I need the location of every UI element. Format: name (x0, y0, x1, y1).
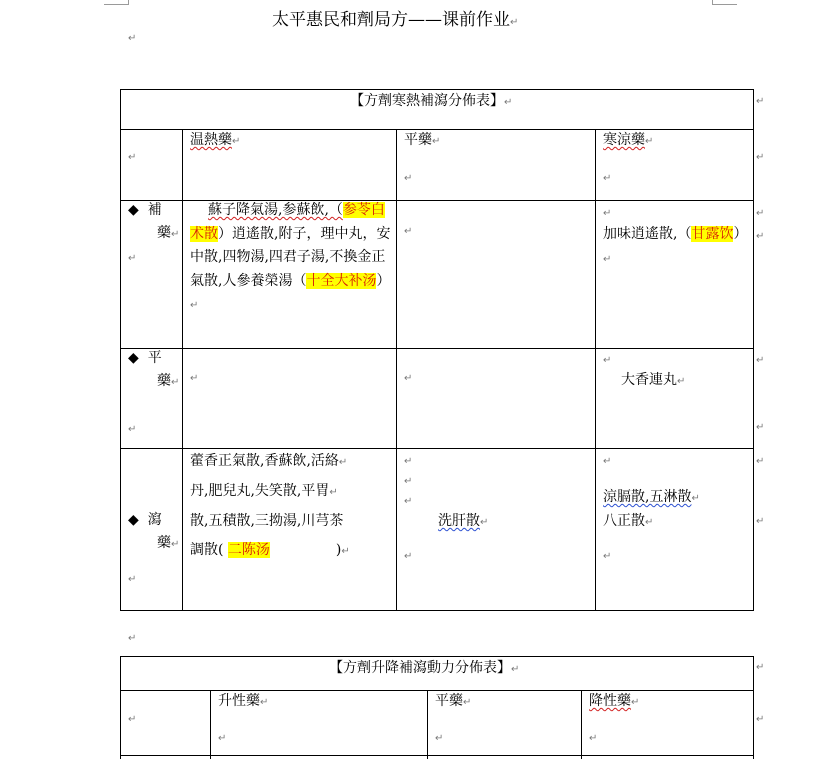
paragraph-mark: ↵ (435, 733, 444, 744)
paragraph-mark: ↵ (404, 456, 413, 467)
row-label-tonic: ◆ 補 藥↵ ↵ (128, 202, 180, 264)
row-end-mark: ↵ (756, 96, 765, 107)
tonic-cold-formulas: 加味逍遙散,（甘露饮）↵ (603, 226, 748, 265)
table2-caption: 【方劑升降補瀉動力分佈表】↵ (329, 660, 520, 676)
tonic-warm-formulas: 蘇子降氣湯,参蘇飲,（参苓白术散）逍遙散,附子，理中丸，安中散,四物湯,四君子湯,不換金正氣散,人參養榮湯（十全大补汤）↵ (190, 202, 391, 311)
row-end-mark: ↵ (756, 662, 765, 673)
paragraph-mark: ↵ (603, 355, 612, 366)
row-end-mark: ↵ (756, 422, 765, 433)
neutral-neutral-empty: ↵ (404, 373, 413, 384)
row-end-mark: ↵ (756, 516, 765, 527)
row-end-mark: ↵ (756, 714, 765, 725)
header-warm: 温熱藥↵ (190, 132, 241, 148)
purge-neutral-formulas: 洗肝散↵ (438, 513, 489, 529)
row-label-neutral: ◆ 平 藥↵ ↵ (128, 350, 180, 435)
paragraph-mark: ↵ (404, 551, 413, 562)
paragraph-mark: ↵ (404, 496, 413, 507)
neutral-warm-empty: ↵ (190, 373, 199, 384)
purge-warm-formulas: 藿香正氣散,香蘇飲,活絡↵ 丹,肥兒丸,失笑散,平胃↵ 散,五積散,三拗湯,川芎茶 調散( 二陈汤 )↵ (190, 453, 350, 558)
page-corner-mark-right (712, 0, 737, 5)
paragraph-mark: ↵ (218, 733, 227, 744)
table2-header-rising: 升性藥↵ (218, 693, 269, 709)
table1-caption: 【方劑寒熱補瀉分佈表】↵ (350, 93, 513, 109)
paragraph-mark: ↵ (128, 714, 137, 725)
row-end-mark: ↵ (756, 355, 765, 366)
header-neutral: 平藥↵ (404, 132, 441, 148)
row-end-mark: ↵ (756, 152, 765, 163)
table2-header-neutral: 平藥↵ (435, 693, 472, 709)
highlight-formula: 甘露饮 (691, 226, 734, 242)
document-title: 太平惠民和劑局方——课前作业↵ (272, 10, 519, 30)
highlight-formula: 十全大补汤 (306, 272, 377, 289)
paragraph-mark: ↵ (404, 476, 413, 487)
header-cold: 寒涼藥↵ (603, 132, 654, 148)
paragraph-mark: ↵ (603, 456, 612, 467)
paragraph-mark: ↵ (128, 633, 137, 644)
row-label-purge: ◆ 瀉 藥↵ (128, 512, 180, 551)
neutral-cold-formulas: 大香連丸↵ (621, 372, 686, 388)
paragraph-mark: ↵ (128, 574, 137, 585)
row-end-mark: ↵ (756, 231, 765, 242)
page-corner-mark-left (104, 0, 129, 5)
paragraph-mark: ↵ (128, 33, 137, 44)
paragraph-mark: ↵ (603, 551, 612, 562)
row-end-mark: ↵ (756, 208, 765, 219)
paragraph-mark: ↵ (603, 208, 612, 219)
row-end-mark: ↵ (756, 456, 765, 467)
paragraph-mark: ↵ (128, 152, 137, 163)
highlight-formula: 参苓白术散 (190, 202, 385, 242)
paragraph-mark: ↵ (404, 173, 413, 184)
tonic-neutral-empty: ↵ (404, 226, 413, 237)
table2-header-descending: 降性藥↵ (589, 693, 640, 709)
paragraph-mark: ↵ (603, 173, 612, 184)
paragraph-mark: ↵ (589, 733, 598, 744)
purge-cold-formulas: 涼膈散,五淋散↵ 八正散↵ (603, 489, 700, 529)
highlight-formula: 二陈汤 (227, 542, 270, 558)
